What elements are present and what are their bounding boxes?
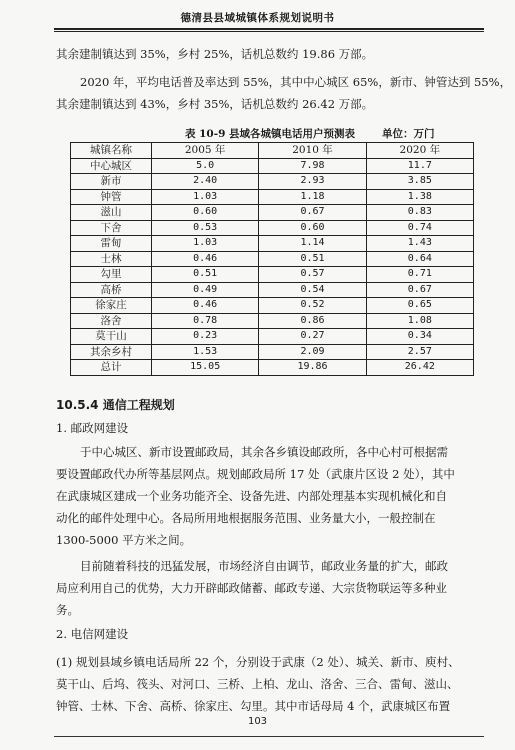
value-cell: 0.46 (152, 251, 259, 267)
table-caption: 表 10-9 县域各城镇电话用户预测表 (184, 128, 356, 140)
value-cell: 1.38 (366, 189, 473, 205)
table-row (71, 189, 474, 205)
paragraph-line: 于中心城区、新市设置邮政局，其余各乡镇设邮政所，各中心村可根据需 (80, 445, 448, 459)
value-cell: 1.08 (366, 313, 473, 329)
paragraph-line: (1) 规划县域乡镇电话局所 22 个，分别设于武康（2 处）、城关、新市、庾村、 (56, 655, 460, 669)
paragraph-line: 其余建制镇达到 35%，乡村 25%，话机总数约 19.86 万部。 (56, 47, 374, 61)
value-cell: 0.64 (366, 251, 473, 267)
value-cell: 26.42 (366, 360, 473, 376)
value-cell: 0.46 (152, 298, 259, 314)
town-name-cell: 总计 (71, 360, 152, 376)
value-cell: 1.53 (152, 344, 259, 360)
paragraph-line: 莫干山、后坞、筏头、对河口、三桥、上柏、龙山、洛舍、三合、雷甸、滋山、 (56, 677, 459, 691)
value-cell: 1.03 (152, 236, 259, 252)
value-cell: 15.05 (152, 360, 259, 376)
section-heading: 10.5.4 通信工程规划 (56, 398, 175, 412)
town-name-cell: 钟管 (71, 189, 152, 205)
value-cell: 0.57 (259, 267, 366, 283)
value-cell: 0.86 (259, 313, 366, 329)
table-row (71, 298, 474, 314)
subsection-heading: 1. 邮政网建设 (56, 421, 129, 435)
value-cell: 2.93 (259, 174, 366, 190)
table-row (71, 158, 474, 174)
town-name-cell: 中心城区 (71, 158, 152, 174)
town-name-cell: 其余乡村 (71, 344, 152, 360)
paragraph-line: 2020 年，平均电话普及率达到 55%，其中中心城区 65%，新市、钟管达到 55%， (80, 75, 512, 89)
value-cell: 0.51 (259, 251, 366, 267)
table-row (71, 267, 474, 283)
value-cell: 0.49 (152, 282, 259, 298)
value-cell: 0.60 (152, 205, 259, 221)
town-name-cell: 下舍 (71, 220, 152, 236)
value-cell: 0.78 (152, 313, 259, 329)
value-cell: 11.7 (366, 158, 473, 174)
value-cell: 1.14 (259, 236, 366, 252)
value-cell: 0.74 (366, 220, 473, 236)
value-cell: 0.23 (152, 329, 259, 345)
town-name-cell: 新市 (71, 174, 152, 190)
value-cell: 0.67 (259, 205, 366, 221)
town-name-cell: 滋山 (71, 205, 152, 221)
footer-rule (54, 736, 484, 737)
value-cell: 0.54 (259, 282, 366, 298)
table-row (71, 344, 474, 360)
value-cell: 0.65 (366, 298, 473, 314)
table-row (71, 236, 474, 252)
table-row (71, 360, 474, 376)
page-number: 103 (247, 716, 268, 727)
value-cell: 5.0 (152, 158, 259, 174)
running-header: 德清县县域城镇体系规划说明书 (180, 12, 335, 24)
value-cell: 0.53 (152, 220, 259, 236)
header-rule (54, 28, 484, 30)
town-name-cell: 高桥 (71, 282, 152, 298)
paragraph-line: 务。 (56, 603, 79, 617)
paragraph-line: 在武康城区建成一个业务功能齐全、设备先进、内部处理基本实现机械化和自 (56, 489, 447, 503)
town-name-cell: 勾里 (71, 267, 152, 283)
value-cell: 0.71 (366, 267, 473, 283)
paragraph-line: 局应利用自己的优势，大力开辟邮政储蓄、邮政专递、大宗货物联运等多种业 (56, 581, 447, 595)
paragraph-line: 目前随着科技的迅猛发展，市场经济自由调节，邮政业务量的扩大，邮政 (80, 559, 448, 573)
value-cell: 0.60 (259, 220, 366, 236)
value-cell: 1.43 (366, 236, 473, 252)
town-name-cell: 士林 (71, 251, 152, 267)
header-rule-thin (54, 31, 484, 32)
table-header-row (71, 143, 474, 159)
table-row (71, 174, 474, 190)
value-cell: 0.52 (259, 298, 366, 314)
column-header: 城镇名称 (71, 143, 152, 159)
column-header: 2020 年 (366, 143, 473, 159)
value-cell: 2.40 (152, 174, 259, 190)
value-cell: 0.51 (152, 267, 259, 283)
value-cell: 3.85 (366, 174, 473, 190)
town-name-cell: 洛舍 (71, 313, 152, 329)
subsection-heading: 2. 电信网建设 (56, 627, 129, 641)
value-cell: 1.03 (152, 189, 259, 205)
value-cell: 0.83 (366, 205, 473, 221)
town-name-cell: 徐家庄 (71, 298, 152, 314)
phone-users-forecast-table (70, 142, 474, 376)
column-header: 2005 年 (152, 143, 259, 159)
table-row (71, 251, 474, 267)
table-unit: 单位：万门 (382, 128, 435, 140)
value-cell: 0.27 (259, 329, 366, 345)
value-cell: 2.09 (259, 344, 366, 360)
paragraph-line: 1300-5000 平方米之间。 (56, 533, 192, 547)
table-row (71, 282, 474, 298)
paragraph-line: 钟管、士林、下舍、高桥、徐家庄、勾里。其中市话母局 4 个，武康城区布置 (56, 699, 451, 713)
value-cell: 0.67 (366, 282, 473, 298)
table-row (71, 205, 474, 221)
town-name-cell: 雷甸 (71, 236, 152, 252)
table-row (71, 313, 474, 329)
paragraph-line: 动化的邮件处理中心。各局所用地根据服务范围、业务量大小，一般控制在 (56, 511, 436, 525)
table-row (71, 329, 474, 345)
value-cell: 19.86 (259, 360, 366, 376)
paragraph-line: 要设置邮政代办所等基层网点。规划邮政局所 17 处（武康片区设 2 处），其中 (56, 467, 455, 481)
table-row (71, 220, 474, 236)
value-cell: 1.18 (259, 189, 366, 205)
value-cell: 7.98 (259, 158, 366, 174)
value-cell: 0.34 (366, 329, 473, 345)
column-header: 2010 年 (259, 143, 366, 159)
paragraph-line: 其余建制镇达到 43%，乡村 35%，话机总数约 26.42 万部。 (56, 97, 374, 111)
town-name-cell: 莫干山 (71, 329, 152, 345)
value-cell: 2.57 (366, 344, 473, 360)
